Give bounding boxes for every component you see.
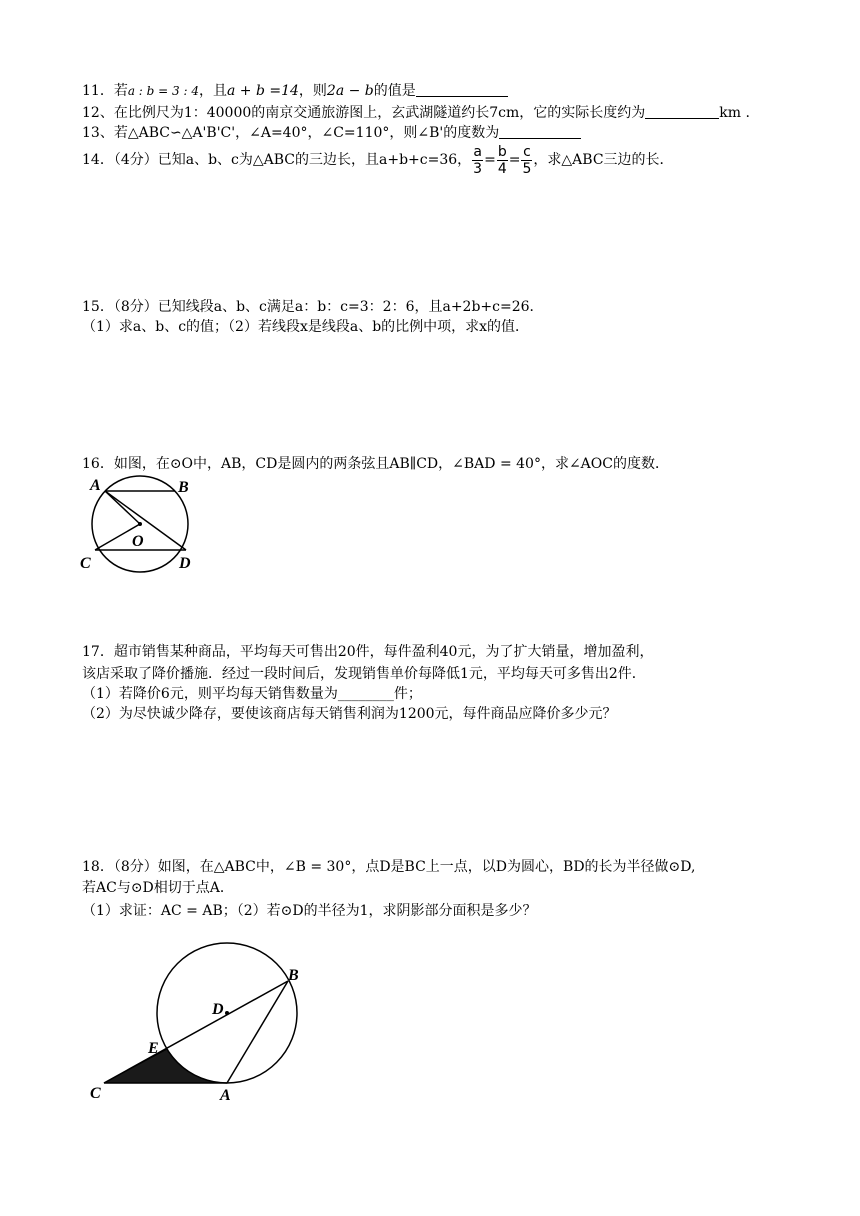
answer-blank[interactable] [645,104,719,119]
question-17-line3: （1）若降价6元，则平均每天销售数量为________件； [82,686,422,702]
answer-blank[interactable] [416,82,508,97]
tangent-circle-figure-18 [80,940,320,1105]
question-15-line1: 15．（8分）已知线段a、b、c满足a：b：c=3：2：6，且a+2b+c=26． [82,299,544,315]
question-15-line2: （1）求a、b、c的值；（2）若线段x是线段a、b的比例中项，求x的值． [82,319,530,335]
label-a: A [90,477,101,494]
shaded-region [104,1049,227,1083]
q12-text: 12、在比例尺为1：40000的南京交通旅游图上，玄武湖隧道约长7cm，它的实际长度约为 [82,105,646,121]
q11-suffix: 的值是 [373,83,416,99]
question-17-line2: 该店采取了降价播施．经过一段时间后，发现销售单价每降低1元，平均每天可多售出2件． [82,666,646,682]
question-14 [82,143,674,177]
label-e: E [148,1040,159,1057]
fraction-a-3: $\frac{a}{3}$ [473,143,483,177]
q13-text: 13、若△ABC∽△A'B'C'，∠A=40°，∠C=110°，则∠B'的度数为 [82,125,500,141]
question-18-line2: 若AC与⊙D相切于点A． [82,880,234,896]
label-b: B [178,479,189,496]
equals-sign: = [508,152,521,168]
label-d: D [212,1001,224,1018]
q11-mid2: ，则 [298,83,327,99]
q12-unit: km . [719,105,750,121]
equals-sign: = [484,152,496,168]
question-17-line1: 17．超市销售某种商品，平均每天可售出20件，每件盈利40元，为了扩大销量，增加盈利， [82,644,654,660]
answer-blank[interactable] [499,124,581,139]
question-13 [82,124,581,142]
circle-figure-16 [78,472,203,582]
fraction-b-4: $\frac{b}{4}$ [497,143,507,177]
label-b: B [288,967,299,984]
question-16: 16．如图，在⊙O中，AB，CD是圆内的两条弦且AB∥CD，∠BAD = 40°，求∠AOC的度数． [82,456,669,472]
label-d: D [179,555,191,572]
segment-ao [105,491,140,524]
question-18-line3: （1）求证：AC = AB；（2）若⊙D的半径为1，求阴影部分面积是多少？ [82,903,537,919]
q11-sum: a + b =14 [226,83,299,99]
label-a: A [220,1087,231,1104]
center-d-point [225,1011,229,1015]
center-point [138,522,142,526]
q11-prefix: 11．若 [82,83,128,99]
question-12 [82,104,750,122]
segment-ad [105,491,186,550]
q11-mid: ，且 [198,83,227,99]
q11-ratio: a : b = 3 : 4 [127,84,199,98]
question-18-line1: 18．（8分）如图，在△ABC中，∠B = 30°，点D是BC上一点，以D为圆心，BD的长为半径做⊙D, [82,859,696,875]
question-11 [82,82,508,100]
fraction-c-5: $\frac{c}{5}$ [522,143,532,177]
segment-ab [227,981,288,1083]
q14-suffix: ，求△ABC三边的长． [533,152,674,168]
label-c: C [80,555,91,572]
label-o: O [132,533,144,550]
q14-prefix: 14．（4分）已知a、b、c为△ABC的三边长，且a+b+c=36， [82,152,472,168]
segment-cb [104,981,288,1083]
q11-expr: 2a − b [326,83,374,99]
question-17-line4: （2）为尽快诚少降存，要使该商店每天销售利润为1200元，每件商品应降价多少元？ [82,706,617,722]
label-c: C [90,1085,101,1102]
